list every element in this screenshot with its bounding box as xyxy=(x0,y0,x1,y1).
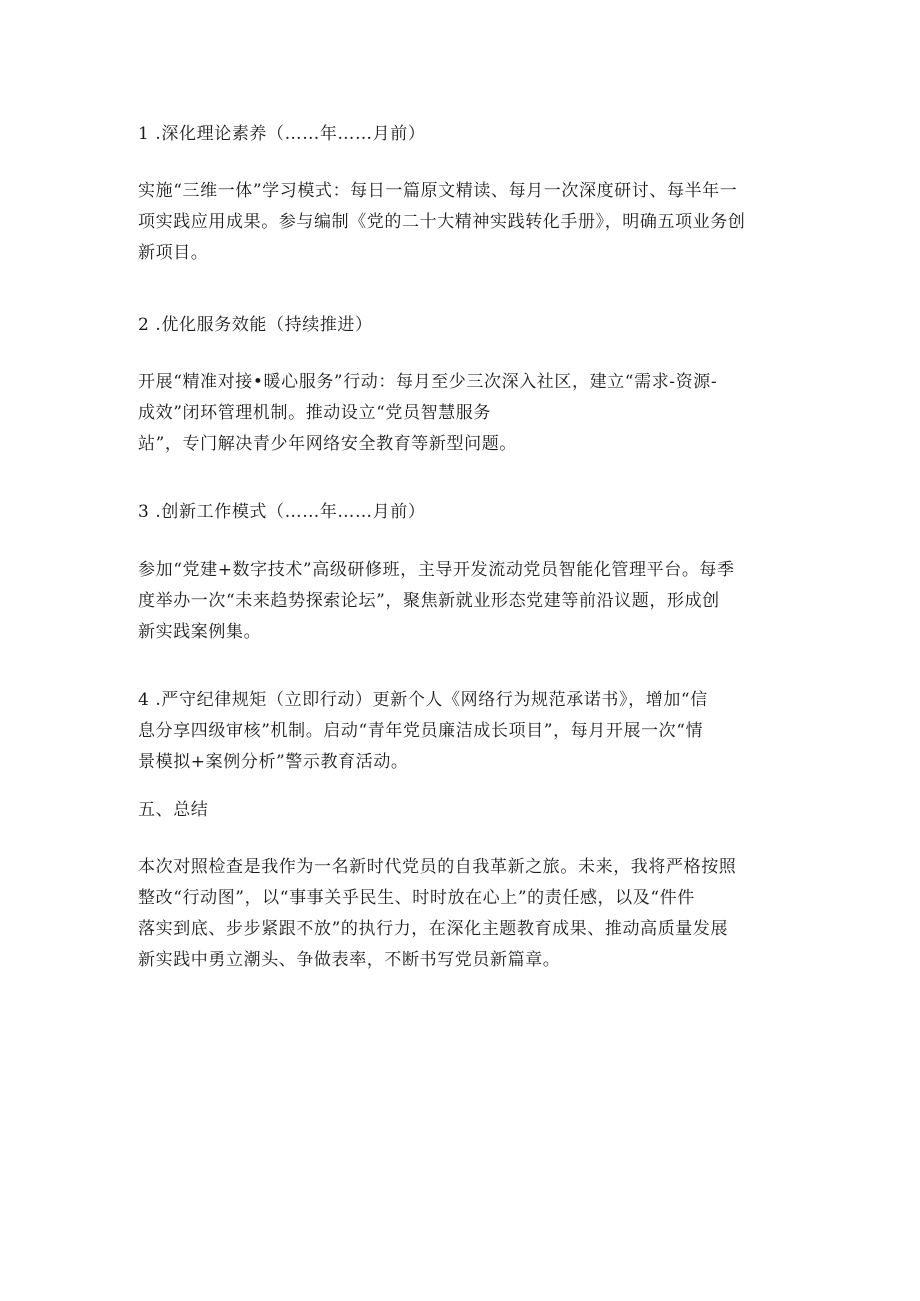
body-line: 新实践案例集。 xyxy=(138,622,262,642)
section-body-1 xyxy=(138,176,784,269)
heading-text: 1 .深化理论素养（……年……月前） xyxy=(138,124,426,144)
body-line: 项实践应用成果。参与编制《党的二十大精神实践转化手册》，明确五项业务创 xyxy=(138,212,746,232)
body-line: 息分享四级审核”机制。启动“青年党员廉洁成长项目”，每月开展一次“情 xyxy=(138,721,704,741)
body-line: 新项目。 xyxy=(138,243,209,263)
heading-text: 五、总结 xyxy=(138,800,209,820)
body-line: 站”，专门解决青少年网络安全教育等新型问题。 xyxy=(138,434,517,454)
summary-heading xyxy=(138,795,784,826)
section-heading-2 xyxy=(138,310,784,341)
section-body-4 xyxy=(138,685,784,778)
body-line: 成效”闭环管理机制。推动设立“党员智慧服务 xyxy=(138,403,491,423)
section-body-3 xyxy=(138,555,784,648)
section-heading-3 xyxy=(138,497,784,528)
body-line: 开展“精准对接•暖心服务”行动：每月至少三次深入社区，建立“需求-资源- xyxy=(138,372,718,392)
body-line: 整改“行动图”，以“事事关乎民生、时时放在心上”的责任感，以及“件件 xyxy=(138,888,695,908)
summary-body xyxy=(138,852,784,976)
body-line: 本次对照检查是我作为一名新时代党员的自我革新之旅。未来，我将严格按照 xyxy=(138,857,737,877)
section-body-2 xyxy=(138,367,784,460)
body-line: 实施“三维一体”学习模式：每日一篇原文精读、每月一次深度研讨、每半年一 xyxy=(138,181,738,201)
body-line: 度举办一次“未来趋势探索论坛”，聚焦新就业形态党建等前沿议题，形成创 xyxy=(138,591,720,611)
body-line: 4 .严守纪律规矩（立即行动）更新个人《网络行为规范承诺书》，增加“信 xyxy=(138,690,708,710)
section-heading-1 xyxy=(138,119,784,150)
heading-text: 3 .创新工作模式（……年……月前） xyxy=(138,502,426,522)
body-line: 新实践中勇立潮头、争做表率，不断书写党员新篇章。 xyxy=(138,950,561,970)
body-line: 参加“党建+数字技术”高级研修班，主导开发流动党员智能化管理平台。每季 xyxy=(138,560,735,580)
heading-text: 2 .优化服务效能（持续推进） xyxy=(138,315,373,335)
body-line: 景模拟+案例分析”警示教育活动。 xyxy=(138,752,409,772)
body-line: 落实到底、步步紧跟不放”的执行力，在深化主题教育成果、推动高质量发展 xyxy=(138,919,729,939)
